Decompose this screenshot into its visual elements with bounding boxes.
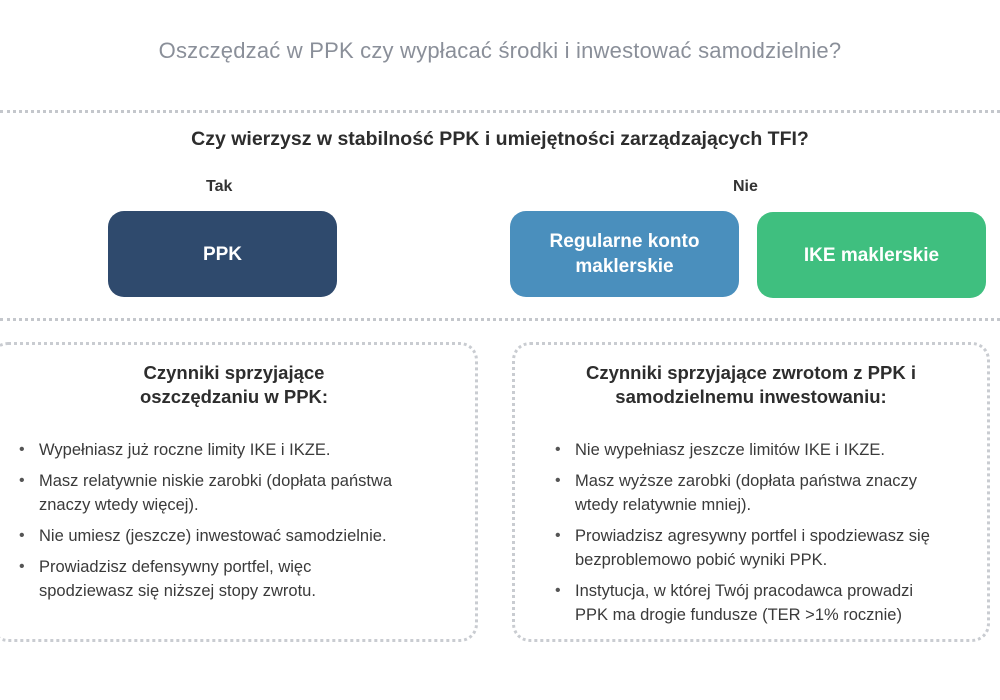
question-text: Czy wierzysz w stabilność PPK i umiejętności zarządzających TFI?: [191, 128, 809, 150]
bullet-icon: •: [555, 441, 561, 458]
bullet-icon: •: [555, 472, 561, 489]
bullet-icon: •: [555, 582, 561, 599]
list-item: • Masz relatywnie niskie zarobki (dopłata państwa znaczy wtedy więcej).: [17, 469, 467, 517]
ppk-factors-list: [17, 438, 467, 610]
brokerage-account-option-box: [510, 211, 739, 297]
brokerage-option-label-line1: Regularne konto: [549, 231, 700, 252]
ppk-factors-panel: [0, 342, 478, 642]
list-item: • Prowiadzisz defensywny portfel, więc spodziewasz się niższej stopy zwrotu.: [17, 555, 467, 603]
answer-yes-label: Tak: [206, 178, 233, 195]
bullet-icon: •: [555, 527, 561, 544]
top-separator: [0, 110, 1000, 113]
ppk-option-label: PPK: [202, 243, 243, 265]
list-item: • Prowiadzisz agresywny portfel i spodziewasz się bezproblemowo pobić wyniki PPK.: [553, 524, 983, 572]
bullet-icon: •: [19, 472, 25, 489]
list-item: • Nie umiesz (jeszcze) inwestować samodzielnie.: [17, 524, 467, 548]
ike-option-box: [757, 212, 986, 298]
ppk-factors-heading: Czynniki sprzyjające oszczędzaniu w PPK:: [139, 362, 329, 407]
middle-separator: [0, 318, 1000, 321]
list-item: • Masz wyższe zarobki (dopłata państwa znaczy wtedy relatywnie mniej).: [553, 469, 983, 517]
page-title: Oszczędzać w PPK czy wypłacać środki i inwestować samodzielnie?: [158, 38, 842, 63]
list-item: • Instytucja, w której Twój pracodawca prowadzi PPK ma drogie fundusze (TER >1% rocznie): [553, 579, 983, 627]
self-investing-factors-list: [553, 438, 983, 634]
brokerage-option-label-line2: maklerskie: [575, 256, 674, 277]
self-investing-factors-heading: Czynniki sprzyjające zwrotom z PPK i samodzielnemu inwestowaniu:: [585, 362, 916, 407]
bullet-icon: •: [19, 441, 25, 458]
list-item: • Nie wypełniasz jeszcze limitów IKE i IKZE.: [553, 438, 983, 462]
bullet-icon: •: [19, 527, 25, 544]
self-investing-factors-panel: [512, 342, 990, 642]
ppk-option-box: [108, 211, 337, 297]
list-item: • Wypełniasz już roczne limity IKE i IKZE.: [17, 438, 467, 462]
bullet-icon: •: [19, 558, 25, 575]
ike-option-label: IKE maklerskie: [803, 244, 940, 266]
answer-no-label: Nie: [733, 178, 758, 195]
